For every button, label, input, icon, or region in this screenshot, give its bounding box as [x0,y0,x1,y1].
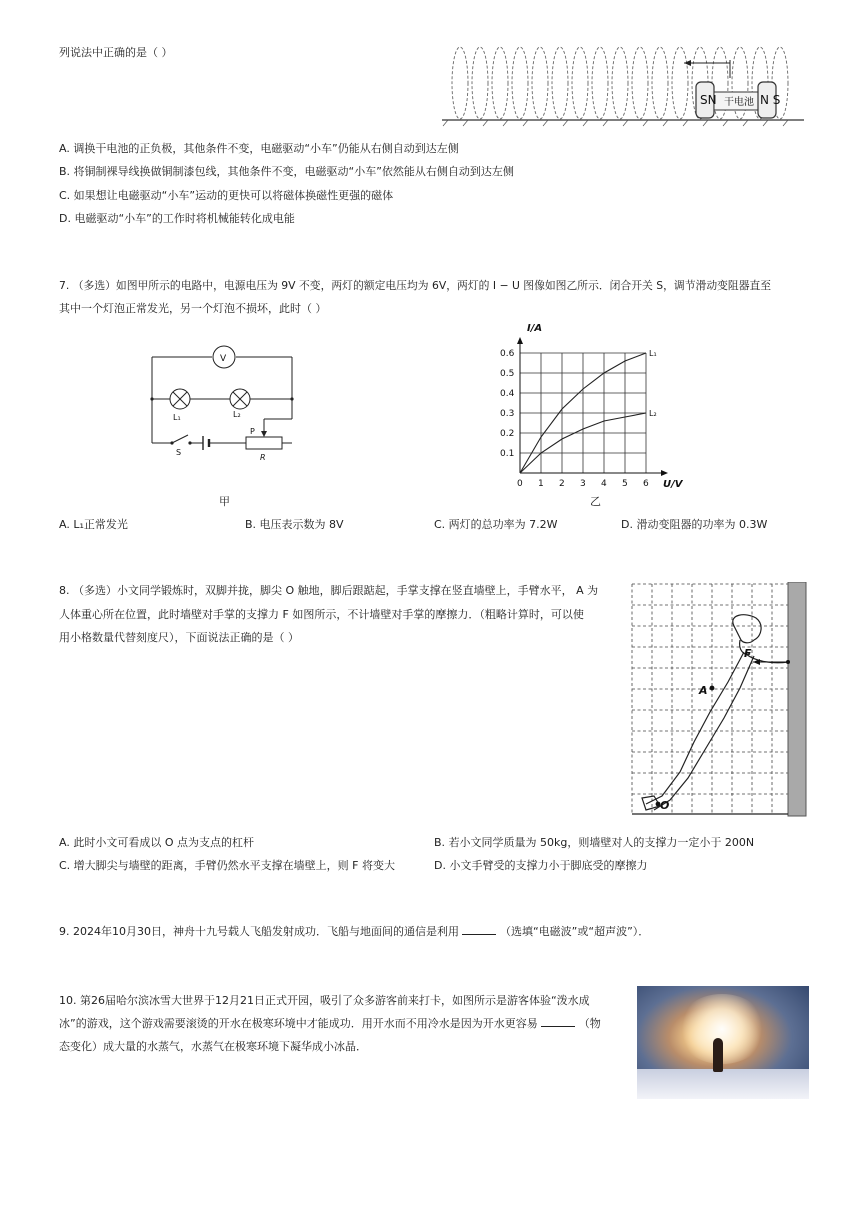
q8-stem-line2: 人体重心所在位置，此时墙壁对手掌的支撑力 F 如图所示，不计墙壁对手掌的摩擦力．（粗略计算时，可以使 [59,608,584,621]
x-tick-label: 3 [580,479,586,489]
person-silhouette [713,1038,723,1072]
x-tick-label: 5 [622,479,628,489]
splash-water-photo [637,986,809,1099]
q7-option-a: A. L₁正常发光 [59,518,128,531]
q8-stem-line3: 用小格数量代替刻度尺），下面说法正确的是（ ） [59,631,299,644]
lamp-l2-icon [230,389,250,409]
q10-stem-line2 [59,1016,601,1031]
x-tick-label: 1 [538,479,544,489]
figure-jia-caption: 甲 [219,495,230,508]
y-tick-label: 0.1 [500,449,515,459]
lamp-l2-label: L₂ [233,410,241,419]
force-f-label: F [744,647,752,660]
q7-stem-line1: 7. （多选）如图甲所示的电路中，电源电压为 9V 不变，两灯的额定电压均为 6V，两灯的 I − U 图像如图乙所示．闭合开关 S，调节滑动变阻器直至 [59,279,772,292]
q6-stem-tail: 列说法中正确的是（ ） [59,46,173,59]
series-label-1: L₁ [649,349,657,358]
rheostat-r-label: R [260,453,266,462]
q6-option-d: D. 电磁驱动“小车”的工作时将机械能转化成电能 [59,212,295,225]
q7-option-b: B. 电压表示数为 8V [245,518,344,531]
solenoid-car-figure [438,40,810,128]
iu-graph [498,318,698,493]
q10-stem-line3: 态变化）成大量的水蒸气，水蒸气在极寒环境下凝华成小冰晶． [59,1040,367,1053]
q8-option-d: D. 小文手臂受的支撑力小于脚底受的摩擦力 [434,859,648,872]
voltmeter-label: V [220,354,227,364]
y-tick-label: 0.6 [500,349,515,359]
q6-option-a: A. 调换干电池的正负极，其他条件不变，电磁驱动“小车”仍能从右侧自动到达左侧 [59,142,459,155]
graph-axes [517,337,668,476]
lamp-l1-icon [170,389,190,409]
q9-text-before: 9. 2024年10月30日，神舟十九号载人飞船发射成功．飞船与地面间的通信是利用 [59,925,459,938]
x-tick-label: 6 [643,479,649,489]
x-axis-arrow [661,470,668,476]
q10-stem-line1: 10. 第26届哈尔滨冰雪大世界于12月21日正式开园，吸引了众多游客前来打卡，如图所示是游客体验“泼水成 [59,994,590,1007]
q9-answer-blank[interactable] [462,925,496,935]
y-tick-label: 0.3 [500,409,515,419]
snow-ground [637,1069,809,1099]
wall-pushup-figure [628,582,810,818]
q10-answer-blank[interactable] [541,1017,575,1027]
slider-p-label: P [250,427,255,436]
q7-option-d: D. 滑动变阻器的功率为 0.3W [621,518,768,531]
q6-option-b: B. 将铜制裸导线换做铜制漆包线，其他条件不变，电磁驱动“小车”依然能从右侧自动到达左侧 [59,165,514,178]
q10-text-after: （物 [578,1017,601,1030]
center-a-label: A [699,684,708,697]
q9-text-after: （选填“电磁波”或“超声波”）． [499,925,650,938]
q8-option-a: A. 此时小文可看成以 O 点为支点的杠杆 [59,836,254,849]
circuit-diagram [140,345,310,465]
x-tick-label: 2 [559,479,565,489]
y-tick-label: 0.5 [500,369,515,379]
y-tick-label: 0.4 [500,389,515,399]
q8-option-c: C. 增大脚尖与墙壁的距离，手臂仍然水平支撑在墙壁上，则 F 将变大 [59,859,395,872]
y-tick-label: 0.2 [500,429,515,439]
south-north-label: SN [700,93,717,107]
x-axis-label: U/V [663,479,683,490]
q10-text-before: 冰”的游戏，这个游戏需要滚烫的开水在极寒环境中才能成功．用开水而不用冷水是因为开水更容易 [59,1017,538,1030]
y-axis-label: I/A [527,323,543,334]
north-south-label: N S [760,93,781,107]
graph-series [520,349,657,473]
pivot-o-label: O [660,799,670,812]
y-axis-arrow [517,337,523,344]
lamp-l1-label: L₁ [173,413,181,422]
q7-stem-line2: 其中一个灯泡正常发光，另一个灯泡不损坏，此时（ ） [59,302,327,315]
q9-question [59,924,649,939]
q8-stem-line1: 8. （多选）小文同学锻炼时，双脚并拢，脚尖 O 触地，脚后跟踮起，手掌支撑在竖直墙壁上，手臂水平， A 为 [59,584,599,597]
q7-option-c: C. 两灯的总功率为 7.2W [434,518,558,531]
x-tick-label: 0 [517,479,523,489]
series-label-2: L₂ [649,409,657,418]
figure-yi-caption: 乙 [590,495,601,508]
switch-s-label: S [176,448,182,457]
x-tick-label: 4 [601,479,607,489]
q8-option-b: B. 若小文同学质量为 50kg，则墙壁对人的支撑力一定小于 200N [434,836,755,849]
q6-option-c: C. 如果想让电磁驱动“小车”运动的更快可以将磁体换磁性更强的磁体 [59,189,394,202]
battery-label: 干电池 [724,97,754,108]
